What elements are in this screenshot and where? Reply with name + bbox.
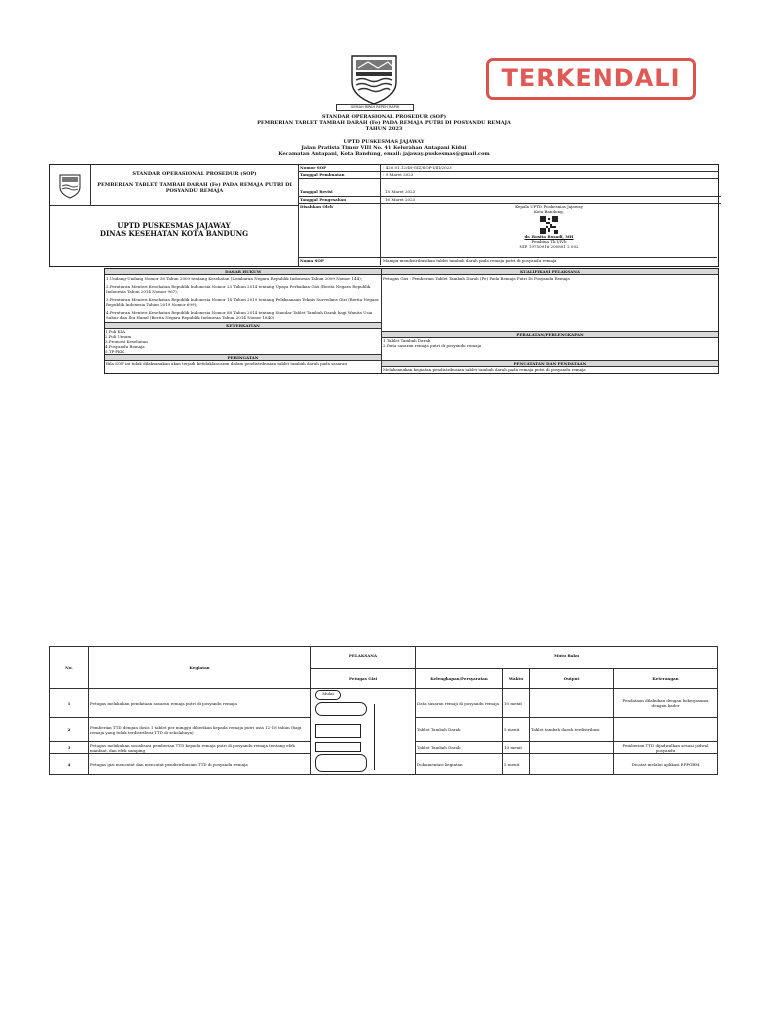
value-tanggal-pengesahan: 16 Maret 2023 (381, 197, 721, 204)
row-keterangan: Dicatat melalui aplikasi EPPGBM (614, 754, 718, 775)
header-output: Output (530, 669, 614, 689)
row-kelengkapan: Dokumentasi kegiatan (416, 754, 503, 775)
row-output (530, 689, 614, 718)
row-keterangan: Pendataan dilakukan dengan bekerjasama dengan kader (614, 689, 718, 718)
row-kelengkapan: Tablet Tambah Darah (416, 718, 503, 742)
label-nomor-sop: Nomor SOP (299, 165, 381, 172)
dasar-hukum-item: 2.Peraturan Menteri Kesehatan Republik Indonesia Nomor 23 Tahun 2014 tentang Upaya Perbaikan Gizi (Berita Negara Republik Indonesia Tahun 2014 Nomor 967); (106, 284, 371, 294)
identity-doc-title (91, 165, 299, 206)
org-header (180, 139, 588, 157)
header-petugas-gizi: Petugas Gizi (311, 669, 416, 689)
peringatan-title: PERINGATAN (105, 355, 381, 361)
logo-caption: GEMAH RIPAH REPEH RAPIH (336, 104, 414, 111)
title-line: STANDAR OPERASIONAL PROSEDUR (SOP) (321, 114, 447, 120)
row-keterangan: Pemberian TTD dijadwalkan sesuai jadwal posyandu (614, 742, 718, 754)
header-no: No. (50, 647, 89, 689)
identity-logo-cell (50, 165, 91, 206)
header-mutu-baku: Mutu Baku (416, 647, 718, 669)
peralatan-item: 2.Data sasaran remaja putri di posyandu remaja (382, 343, 718, 361)
header-keterangan: Keterangan (614, 669, 718, 689)
flow-end-terminator (315, 754, 367, 772)
sop-title (180, 114, 588, 132)
peringatan-text: Bila SOP ini tidak dilaksanakan akan terjadi ketidaklancaran dalam pendistribusian tablet tambah darah pada sasaran (106, 361, 347, 366)
table-row (50, 754, 718, 775)
identity-org (50, 206, 299, 258)
flow-step-3 (315, 742, 361, 752)
row-waktu: 5 menit (503, 718, 530, 742)
value-nomor-sop: : 420.01.12/49-GIZ/SOP-I/III/2023 (381, 165, 719, 172)
title-line: PEMBERIAN TABLET TAMBAH DARAH (Fe) PADA REMAJA PUTRI DI POSYANDU REMAJA (257, 120, 511, 126)
doc-title-line: PEMBERIAN TABLET TAMBAH DARAH (Fe) PADA REMAJA PUTRI DI POSYANDU REMAJA (97, 182, 292, 194)
dasar-hukum-item: 4.Peraturan Menteri Kesehatan Republik Indonesia Nomor 88 Tahun 2014 tentang Standar Tablet Tambah Darah bagi Wanita Usia Subur dan Ibu Hamil (Berita Negara Republik Indonesia Tahun 2014 Nomor 1840) (105, 309, 381, 323)
identity-table (49, 164, 719, 267)
row-kelengkapan: Tablet Tambah Darah (416, 742, 503, 754)
table-row (50, 689, 718, 718)
flow-step-2 (315, 724, 361, 738)
city-emblem-icon (344, 52, 404, 106)
title-line: TAHUN 2023 (365, 126, 403, 132)
dasar-hukum-item: 1.Undang-Undang Nomor 36 Tahun 2009 tentang Kesehatan (Lembaran Negara Republik Indonesia Tahun 2009 Nomor 144); (106, 276, 363, 281)
row-no: 3 (50, 742, 89, 754)
city-emblem-small-icon (50, 165, 90, 205)
keterkaitan-title: KETERKAITAN (105, 323, 381, 329)
header-pelaksana: PELAKSANA (311, 647, 416, 669)
approval-rank: Pembina Tk.I/IVb (531, 239, 567, 244)
dasar-hukum-title: DASAR HUKUM (105, 269, 381, 275)
flow-step-1 (315, 702, 367, 716)
keterkaitan-item: 2.Poli Umum (105, 334, 132, 339)
header-waktu: Waktu (503, 669, 530, 689)
row-kelengkapan: Data sasaran remaji di posyandu remaja (416, 689, 503, 718)
kualifikasi-text: Petugas Gizi : Pemberian Tablet Tambah Darah (Fe) Pada Remaja Putri Di Posyandu Remaja (382, 275, 718, 332)
identity-blank (50, 258, 299, 266)
row-waktu: 10 menit (503, 689, 530, 718)
label-tanggal-revisi: Tanggal Revisi (299, 179, 381, 197)
header-kegiatan: Kegiatan (89, 647, 311, 689)
org-name: UPTD PUSKESMAS JAJAWAY (343, 139, 425, 145)
city-logo (344, 52, 404, 106)
label-nama-sop: Nama SOP (299, 258, 381, 265)
pencatatan-text: Melaksanakan kegiatan pendistribusian tablet tambah darah pada remaja putri di posyandu remaja (383, 367, 586, 372)
peralatan-item: 1.Tablet Tambah Darah (383, 338, 431, 343)
row-output: Tablet tambah darah terdistribusi (530, 718, 614, 742)
label-tanggal-pembuatan: Tanggal Pembuatan (299, 172, 381, 179)
address-line: Jalan Pratista Timur VIII No. 41 Kelurahan Antapani Kidul (301, 145, 467, 151)
approval-block (381, 204, 717, 258)
dasar-hukum-item: 3.Peraturan Menteri Kesehatan Republik Indonesia Nomor 14 Tahun 2019 tentang Pelaksanaan Teknis Surveilans Gizi (Berita Negara Republik Indonesia Tahun 2019 Nomor 699); (106, 297, 379, 307)
row-output (530, 754, 614, 775)
row-kegiatan: Petugas melakukan pendataan sasaran remaja putri di posyandu remaja (89, 689, 311, 718)
value-nama-sop: Mampu mendistribusikan tablet tambah darah pada remaja putri di posyandu remaja (383, 258, 557, 263)
row-waktu: 10 menit (503, 742, 530, 754)
row-kegiatan: Petugas melakukan sosialisasi pemberian TTD kepada remaja putri di posyandu remaja tentang efek manfaat, dan efek samping (89, 742, 311, 754)
flow-connector (374, 704, 375, 770)
header-kelengkapan: Kelengkapan/Persyaratan (416, 669, 503, 689)
flow-start-label: Mulai (322, 691, 334, 696)
value-tanggal-revisi: 15 Maret 2023 (381, 179, 721, 197)
procedure-table (49, 646, 717, 775)
row-waktu: 5 menit (503, 754, 530, 775)
table-row (50, 742, 718, 754)
row-no: 4 (50, 754, 89, 775)
doc-title-line: STANDAR OPERASIONAL PROSEDUR (SOP) (132, 171, 257, 177)
org-line: DINAS KESEHATAN KOTA BANDUNG (99, 229, 249, 238)
label-disahkan-oleh: Disahkan Oleh (299, 204, 381, 258)
row-no: 2 (50, 718, 89, 742)
row-no: 1 (50, 689, 89, 718)
keterkaitan-item: 1.Poli KIA (105, 329, 126, 334)
approval-line: Kepala UPTD Puskesmas Jajaway (515, 204, 583, 209)
kualifikasi-title: KUALIFIKASI PELAKSANA (382, 269, 718, 275)
peralatan-title: PERALATAN/PERLENGKAPAN (382, 332, 718, 338)
keterkaitan-item: 5.TP-PKK (105, 349, 381, 355)
controlled-stamp: TERKENDALI (486, 58, 696, 100)
sections-table (104, 268, 719, 374)
row-kegiatan: Pemberian TTD dengan dosis 1 tablet per minggu diberikan kepada remaja putri usia 12-18 tahun (bagi remaja yang tidak terdistribusi TTD di sekolahnya) (89, 718, 311, 742)
address-line: Kecamatan Antapani, Kota Bandung, email: jajaway.puskesmas@gmail.com (278, 151, 490, 157)
pencatatan-title: PENCATATAN DAN PENDATAAN (382, 361, 718, 367)
row-kegiatan: Petugas gizi mencatat dan mencatat pendistribusian TTD di posyandu remaja (89, 754, 311, 775)
approval-nip: NIP. 19750916 200801 2 002 (519, 244, 579, 249)
keterkaitan-item: 3.Promosi Kesehatan (105, 339, 148, 344)
keterkaitan-item: 4.Posyandu Remaja (105, 344, 145, 349)
value-tanggal-pembuatan: : 9 Maret 2023 (381, 172, 719, 179)
approval-line: Kota Bandung, (534, 209, 564, 214)
qr-code-icon (540, 216, 558, 234)
table-row (50, 718, 718, 742)
row-output (530, 742, 614, 754)
label-tanggal-pengesahan: Tanggal Pengesahan (299, 197, 381, 204)
org-line: UPTD PUSKESMAS JAJAWAY (117, 221, 231, 230)
approval-name: dr. Rosita Rosadi, MH (524, 234, 574, 239)
row-keterangan (614, 718, 718, 742)
flow-start-terminator (315, 690, 341, 700)
